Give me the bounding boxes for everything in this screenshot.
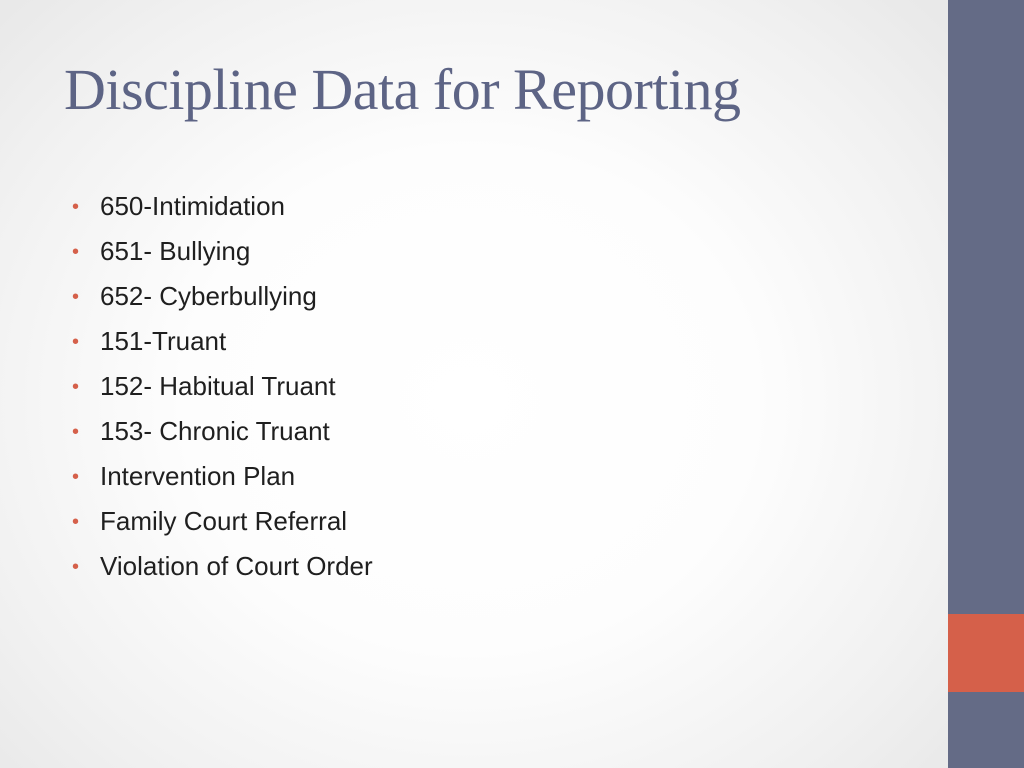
bullet-icon: • [72,330,80,353]
bullet-icon: • [72,195,80,218]
list-item [72,544,373,589]
side-accent-block [948,614,1024,692]
list-item-text: 153- Chronic Truant [100,416,330,446]
bullet-icon: • [72,465,80,488]
bullet-icon: • [72,555,80,578]
list-item [72,454,373,499]
list-item-text: 651- Bullying [100,236,251,266]
bullet-icon: • [72,285,80,308]
list-item [72,274,373,319]
list-item-text: 151-Truant [100,326,227,356]
slide-title: Discipline Data for Reporting [64,57,741,122]
list-item-text: Intervention Plan [100,461,296,491]
list-item-text: 650-Intimidation [100,191,285,221]
list-item-text: Family Court Referral [100,506,348,536]
list-item [72,319,373,364]
list-item-text: Violation of Court Order [100,551,373,581]
bullet-icon: • [72,240,80,263]
list-item [72,409,373,454]
list-item [72,184,373,229]
bullet-icon: • [72,510,80,533]
bullet-icon: • [72,420,80,443]
list-item [72,229,373,274]
list-item [72,364,373,409]
bullet-icon: • [72,375,80,398]
bullet-list [72,184,373,589]
list-item-text: 652- Cyberbullying [100,281,317,311]
list-item-text: 152- Habitual Truant [100,371,336,401]
list-item [72,499,373,544]
